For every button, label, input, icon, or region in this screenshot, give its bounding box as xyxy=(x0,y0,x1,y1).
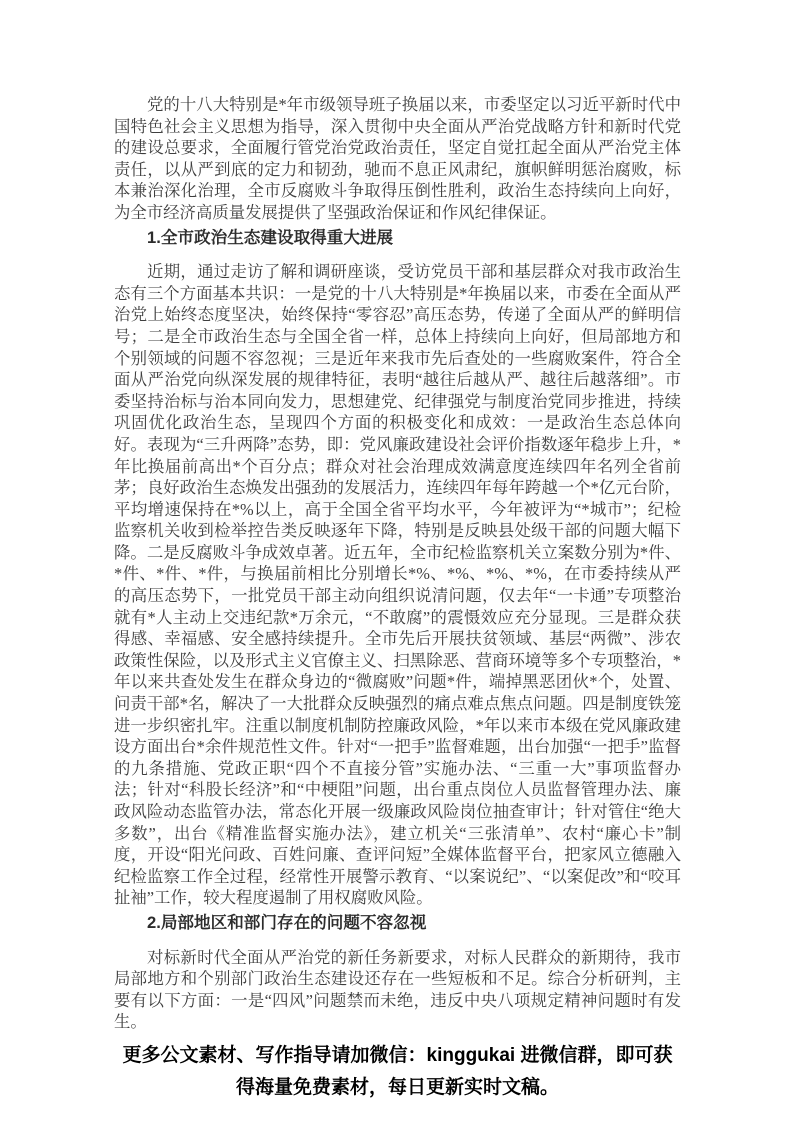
promo-footer-text: 更多公文素材、写作指导请加微信：kinggukai 进微信群，即可获得海量免费素材，每日更新实时文稿。 xyxy=(122,1044,673,1098)
intro-paragraph: 党的十八大特别是*年市级领导班子换届以来，市委坚定以习近平新时代中国特色社会主义思想为指导，深入贯彻中央全面从严治党战略方针和新时代党的建设总要求，全面履行管党治党政治责任，坚定自觉扛起全面从严治党主体责任，以从严到底的定力和韧劲，驰而不息正风肃纪，旗帜鲜明惩治腐败，标本兼治深化治理，全市反腐败斗争取得压倒性胜利，政治生态持续向上向好，为全市经济高质量发展提供了坚强政治保证和作风纪律保证。 xyxy=(114,95,681,222)
section-2-heading: 2.局部地区和部门存在的问题不容忽视 xyxy=(147,912,427,932)
section-1-heading: 1.全市政治生态建设取得重大进展 xyxy=(147,227,394,247)
promo-footer xyxy=(114,1040,681,1104)
section-2-body: 对标新时代全面从严治党的新任务新要求，对标人民群众的新期待，我市局部地方和个别部门政治生态建设还存在一些短板和不足。综合分析研判，主要有以下方面：一是“四风”问题禁而未绝，违反中央八项规定精神问题时有发生。 xyxy=(114,947,681,1032)
section-1-body: 近期，通过走访了解和调研座谈，受访党员干部和基层群众对我市政治生态有三个方面基本共识：一是党的十八大特别是*年换届以来，市委在全面从严治党上始终态度坚决，始终保持“零容忍”高压态势，传递了全面从严的鲜明信号；二是全市政治生态与全国全省一样，总体上持续向上向好，但局部地方和个别领域的问题不容忽视；三是近年来我市先后查处的一些腐败案件，符合全面从严治党向纵深发展的规律特征，表明“越往后越从严、越往后越落细”。市委坚持治标与治本同向发力，思想建党、纪律强党与制度治党同步推进，持续巩固优化政治生态，呈现四个方面的积极变化和成效：一是政治生态总体向好。表现为“三升两降”态势，即：党风廉政建设社会评价指数逐年稳步上升，*年比换届前高出*个百分点；群众对社会治理成效满意度连续四年名列全省前茅；良好政治生态焕发出强劲的发展活力，连续四年每年跨越一个*亿元台阶，平均增速保持在*%以上，高于全国全省平均水平，今年被评为“*城市”；纪检监察机关收到检举控告类反映逐年下降，特别是反映县处级干部的问题大幅下降。二是反腐败斗争成效卓著。近五年，全市纪检监察机关立案数分别为*件、*件、*件、*件，与换届前相比分别增长*%、*%、*%、*%，在市委持续从严的高压态势下，一批党员干部主动向组织说清问题，仅去年“一卡通”专项整治就有*人主动上交违纪款*万余元，“不敢腐”的震慑效应充分显现。三是群众获得感、幸福感、安全感持续提升。全市先后开展扶贫领域、基层“两微”、涉农政策性保险，以及形式主义官僚主义、扫黑除恶、营商环境等多个专项整治，*年以来共查处发生在群众身边的“微腐败”问题*件，端掉黑恶团伙*个，处置、问责干部*名，解决了一大批群众反映强烈的痛点难点焦点问题。四是制度铁笼进一步织密扎牢。注重以制度机制防控廉政风险，*年以来市本级在党风廉政建设方面出台*余件规范性文件。针对“一把手”监督难题，出台加强“一把手”监督的九条措施、党政正职“四个不直接分管”实施办法、“三重一大”事项监督办法；针对“科股长经济”和“中梗阻”问题，出台重点岗位人员监督管理办法、廉政风险动态监管办法，常态化开展一级廉政风险岗位抽查审计；针对管住“绝大多数”，出台《精准监督实施办法》，建立机关“三张清单”、农村“廉心卡”制度，开设“阳光问政、百姓问廉、查评问短”全媒体监督平台，把家风立德融入纪检监察工作全过程，经常性开展警示教育、“以案说纪”、“以案促改”和“咬耳扯袖”工作，较大程度遏制了用权腐败风险。 xyxy=(114,262,681,908)
